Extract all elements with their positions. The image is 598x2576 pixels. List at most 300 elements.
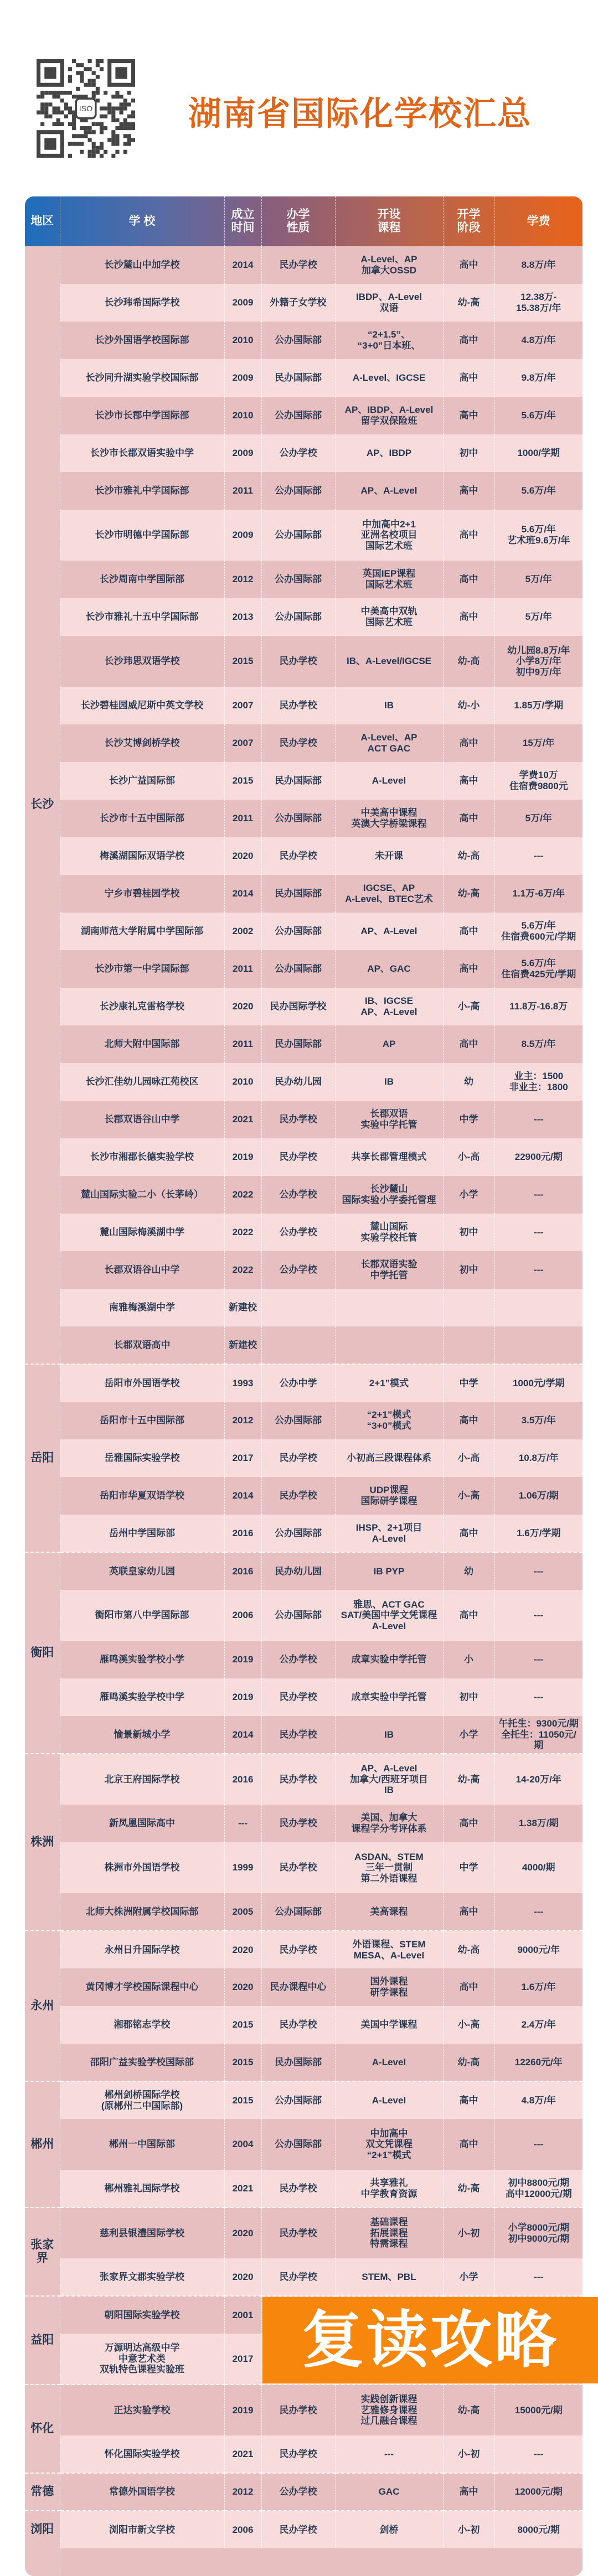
courses: AP、A-Level xyxy=(335,472,443,510)
school-type: 公办国际部 xyxy=(261,2081,335,2119)
school-name: 黄冈博才学校国际课程中心 xyxy=(60,1968,224,2006)
table-row xyxy=(25,434,582,472)
courses: 外语课程、STEM MESA、A-Level xyxy=(335,1931,443,1968)
courses: A-Level xyxy=(335,2081,443,2119)
founded-year: 2013 xyxy=(224,598,261,636)
founded-year: 2006 xyxy=(224,1590,261,1641)
founded-year: 2017 xyxy=(224,2334,261,2385)
school-name: 长沙同升湖实验学校国际部 xyxy=(60,359,224,397)
school-name: 万源明达高级中学 中意艺术类 双轨特色课程实验班 xyxy=(60,2334,224,2385)
table-row xyxy=(25,1289,582,1326)
school-name: 长郡双语高中 xyxy=(60,1326,224,1364)
founded-year: 2017 xyxy=(224,1439,261,1477)
stage: 高中 xyxy=(443,598,494,636)
school-name: 长沙市明德中学国际部 xyxy=(60,510,224,561)
founded-year: 2015 xyxy=(224,636,261,687)
tuition-fee: 5.6万/年 住宿费425元/学期 xyxy=(494,950,582,988)
founded-year: 2022 xyxy=(224,1251,261,1289)
table-row xyxy=(25,397,582,434)
stage: 小-高 xyxy=(443,1138,494,1176)
courses: A-Level、AP ACT GAC xyxy=(335,724,443,762)
table-row xyxy=(25,1214,582,1251)
courses: A-Level、AP 加拿大OSSD xyxy=(335,246,443,284)
school-type: 民办国际部 xyxy=(261,762,335,800)
founded-year: 2002 xyxy=(224,913,261,950)
header-fee: 学费 xyxy=(494,196,582,246)
courses: “2+1”模式 “3+0”模式 xyxy=(335,1402,443,1439)
founded-year: 2016 xyxy=(224,1552,261,1590)
founded-year: 2011 xyxy=(224,800,261,837)
tuition-fee: --- xyxy=(494,1214,582,1251)
school-type: 公办学校 xyxy=(261,1176,335,1214)
school-type: 民办学校 xyxy=(261,724,335,762)
founded-year: 2015 xyxy=(224,2006,261,2044)
header-year: 成立 时间 xyxy=(224,196,261,246)
tuition-fee: --- xyxy=(494,1176,582,1214)
table-row xyxy=(25,472,582,510)
tuition-fee: --- xyxy=(494,2435,582,2473)
table-row xyxy=(25,1678,582,1716)
school-name: 长沙市长郡中学国际部 xyxy=(60,397,224,434)
table-row xyxy=(25,1968,582,2006)
courses: AP、A-Level xyxy=(335,913,443,950)
courses: 共享雅礼 中学教育资源 xyxy=(335,2170,443,2207)
courses: IHSP、2+1项目 A-Level xyxy=(335,1515,443,1552)
school-type xyxy=(261,1326,335,1364)
table-row xyxy=(25,1931,582,1968)
courses: 长郡双语实验 中学托管 xyxy=(335,1251,443,1289)
founded-year: 2010 xyxy=(224,397,261,434)
school-name: 长沙市十五中国际部 xyxy=(60,800,224,837)
region-cell: 怀化 xyxy=(25,2385,60,2473)
courses: 美国中学课程 xyxy=(335,2006,443,2044)
school-type: 民办学校 xyxy=(261,1477,335,1515)
school-name: 新凤凰国际高中 xyxy=(60,1805,224,1842)
tuition-fee: 5.6万/年 xyxy=(494,397,582,434)
stage: 初中 xyxy=(443,434,494,472)
founded-year: 2010 xyxy=(224,322,261,359)
founded-year: 2014 xyxy=(224,1716,261,1754)
school-name: 岳阳市外国语学校 xyxy=(60,1364,224,1402)
school-type: 民办学校 xyxy=(261,1101,335,1138)
courses: 国外课程 研学课程 xyxy=(335,1968,443,2006)
founded-year: 2011 xyxy=(224,1025,261,1063)
founded-year: 2007 xyxy=(224,687,261,724)
tuition-fee: 5.6万/年 艺术班9.6万/年 xyxy=(494,510,582,561)
school-name: 长沙外国语学校国际部 xyxy=(60,322,224,359)
school-name: 长沙市长郡双语实验中学 xyxy=(60,434,224,472)
table-row xyxy=(25,598,582,636)
tuition-fee: --- xyxy=(494,837,582,875)
courses: AP、GAC xyxy=(335,950,443,988)
table-row xyxy=(25,2006,582,2044)
table-row xyxy=(25,1590,582,1641)
tuition-fee: 4.8万/年 xyxy=(494,2081,582,2119)
school-type: 民办学校 xyxy=(261,2258,335,2296)
courses: 中加高中2+1 亚洲名校项目 国际艺术班 xyxy=(335,510,443,561)
school-name: 英联皇家幼儿园 xyxy=(60,1552,224,1590)
school-type: 民办学校 xyxy=(261,1439,335,1477)
school-type: 公办国际部 xyxy=(261,800,335,837)
courses: AP、IBDP、A-Level 留学双保险班 xyxy=(335,397,443,434)
tuition-fee: 14-20万/年 xyxy=(494,1754,582,1805)
header-region: 地区 xyxy=(30,214,54,227)
table-row xyxy=(25,1025,582,1063)
school-type: 民办学校 xyxy=(261,687,335,724)
courses: --- xyxy=(335,2435,443,2473)
school-name: 郴州雅礼国际学校 xyxy=(60,2170,224,2207)
stage: 小-高 xyxy=(443,988,494,1025)
courses: A-Level xyxy=(335,2044,443,2081)
school-type xyxy=(261,1289,335,1326)
school-type: 公办国际部 xyxy=(261,397,335,434)
tuition-fee: 初中8800元/期 高中12000元/期 xyxy=(494,2170,582,2207)
school-type: 民办学校 xyxy=(261,1805,335,1842)
school-type: 外籍子女学校 xyxy=(261,284,335,322)
tuition-fee: 11.8万-16.8万 xyxy=(494,988,582,1025)
region-cell: 浏阳 xyxy=(25,2511,60,2548)
stage: 高中 xyxy=(443,359,494,397)
region-cell: 常德 xyxy=(25,2473,60,2511)
courses xyxy=(335,1289,443,1326)
school-name: 慈利县银澧国际学校 xyxy=(60,2207,224,2258)
courses: 长沙麓山 国际实验小学委托管理 xyxy=(335,1176,443,1214)
stage: 高中 xyxy=(443,2119,494,2170)
tuition-fee: 1.06万/期 xyxy=(494,1477,582,1515)
founded-year: 2009 xyxy=(224,359,261,397)
school-name: 长沙市湘郡长德实验学校 xyxy=(60,1138,224,1176)
school-name: 雁鸣溪实验学校小学 xyxy=(60,1641,224,1678)
tuition-fee: 1.6万/学期 xyxy=(494,1515,582,1552)
founded-year: 2019 xyxy=(224,1678,261,1716)
tuition-fee: --- xyxy=(494,2258,582,2296)
table-row xyxy=(25,875,582,913)
courses: 中美高中双轨 国际艺术班 xyxy=(335,598,443,636)
school-name: 朝阳国际实验学校 xyxy=(60,2296,224,2334)
table-footer xyxy=(25,2548,582,2576)
table-row xyxy=(25,762,582,800)
school-name: 长沙麓山中加学校 xyxy=(60,246,224,284)
school-name: 宁乡市碧桂园学校 xyxy=(60,875,224,913)
founded-year: 2015 xyxy=(224,2044,261,2081)
school-name: 正达实验学校 xyxy=(60,2385,224,2435)
header-courses: 开设 课程 xyxy=(335,196,443,246)
founded-year: 2020 xyxy=(224,988,261,1025)
school-type: 公办国际部 xyxy=(261,1515,335,1552)
school-name: 长沙周南中学国际部 xyxy=(60,561,224,598)
table-row xyxy=(25,1641,582,1678)
school-name: 岳雅国际实验学校 xyxy=(60,1439,224,1477)
courses: 剑桥 xyxy=(335,2511,443,2548)
table-row xyxy=(25,1101,582,1138)
tuition-fee: 8000元/期 xyxy=(494,2511,582,2548)
school-type: 民办幼儿园 xyxy=(261,1552,335,1590)
school-name: 郴州一中国际部 xyxy=(60,2119,224,2170)
table-row xyxy=(25,1805,582,1842)
school-name: 雁鸣溪实验学校中学 xyxy=(60,1678,224,1716)
school-name: 梅溪湖国际双语学校 xyxy=(60,837,224,875)
stage: 高中 xyxy=(443,913,494,950)
stage: 中学 xyxy=(443,1842,494,1893)
founded-year: 2009 xyxy=(224,284,261,322)
school-type: 民办学校 xyxy=(261,2170,335,2207)
region-cell: 永州 xyxy=(25,1931,60,2081)
school-name: 长沙市雅礼十五中学国际部 xyxy=(60,598,224,636)
school-type: 公办国际部 xyxy=(261,1893,335,1931)
tuition-fee xyxy=(494,1326,582,1364)
tuition-fee: 5万/年 xyxy=(494,561,582,598)
tuition-fee: 5万/年 xyxy=(494,800,582,837)
school-type: 民办学校 xyxy=(261,1842,335,1893)
school-name: 湘郡铭志学校 xyxy=(60,2006,224,2044)
table-row xyxy=(25,1439,582,1477)
founded-year: 2014 xyxy=(224,246,261,284)
tuition-fee: 1.6万/年 xyxy=(494,1968,582,2006)
table-row xyxy=(25,636,582,687)
table-row xyxy=(25,322,582,359)
tuition-fee: 小学8000元/期 初中9000元/期 xyxy=(494,2207,582,2258)
school-type: 民办学校 xyxy=(261,1931,335,1968)
stage: 高中 xyxy=(443,1590,494,1641)
stage: 高中 xyxy=(443,2081,494,2119)
school-type: 公办国际部 xyxy=(261,1402,335,1439)
courses: 实践创新课程 艺雅修身课程 过几融合课程 xyxy=(335,2385,443,2435)
stage xyxy=(443,1326,494,1364)
tuition-fee: 1.1万-6万/年 xyxy=(494,875,582,913)
tuition-fee: --- xyxy=(494,1590,582,1641)
stage: 高中 xyxy=(443,800,494,837)
founded-year: 2016 xyxy=(224,1515,261,1552)
stage: 幼-高 xyxy=(443,2385,494,2435)
courses: 成章实验中学托管 xyxy=(335,1678,443,1716)
school-name: 浏阳市新文学校 xyxy=(60,2511,224,2548)
courses xyxy=(335,1326,443,1364)
school-name: 岳阳市华夏双语学校 xyxy=(60,1477,224,1515)
school-name: 北京王府国际学校 xyxy=(60,1754,224,1805)
school-name: 愉景新城小学 xyxy=(60,1716,224,1754)
table-row xyxy=(25,2385,582,2435)
tuition-fee: 5.6万/年 xyxy=(494,472,582,510)
founded-year: 2019 xyxy=(224,2385,261,2435)
svg-text:ISO: ISO xyxy=(79,104,93,113)
stage: 小-初 xyxy=(443,2435,494,2473)
courses: GAC xyxy=(335,2473,443,2511)
tuition-fee: 12260元/年 xyxy=(494,2044,582,2081)
founded-year: 2006 xyxy=(224,2511,261,2548)
founded-year: --- xyxy=(224,1805,261,1842)
tuition-fee: 12000元/期 xyxy=(494,2473,582,2511)
stage: 高中 xyxy=(443,1402,494,1439)
founded-year: 2014 xyxy=(224,1477,261,1515)
table-row xyxy=(25,2170,582,2207)
table-row xyxy=(25,800,582,837)
school-name: 怀化国际实验学校 xyxy=(60,2435,224,2473)
founded-year: 2021 xyxy=(224,2435,261,2473)
table-row xyxy=(25,1754,582,1805)
founded-year: 2022 xyxy=(224,1176,261,1214)
tuition-fee: 1.38万/期 xyxy=(494,1805,582,1842)
tuition-fee: 8.5万/年 xyxy=(494,1025,582,1063)
table-row xyxy=(25,1063,582,1101)
table-row xyxy=(25,950,582,988)
courses: IB PYP xyxy=(335,1552,443,1590)
school-name: 长沙玮希国际学校 xyxy=(60,284,224,322)
school-type: 公办学校 xyxy=(261,2473,335,2511)
founded-year: 2014 xyxy=(224,875,261,913)
stage: 高中 xyxy=(443,561,494,598)
stage: 高中 xyxy=(443,724,494,762)
school-type: 民办学校 xyxy=(261,1138,335,1176)
stage: 幼-高 xyxy=(443,636,494,687)
courses: 雅思、ACT GAC SAT/美国中学文凭课程 A-Level xyxy=(335,1590,443,1641)
table-row xyxy=(25,1515,582,1552)
founded-year: 2010 xyxy=(224,1063,261,1101)
tuition-fee: --- xyxy=(494,1251,582,1289)
courses: AP、A-Level 加拿大/西班牙项目 IB xyxy=(335,1754,443,1805)
stage: 幼 xyxy=(443,1552,494,1590)
courses: IB xyxy=(335,1063,443,1101)
stage: 小学 xyxy=(443,1716,494,1754)
stage: 高中 xyxy=(443,1968,494,2006)
founded-year: 1993 xyxy=(224,1364,261,1402)
stage: 小-高 xyxy=(443,2006,494,2044)
region-cell: 郴州 xyxy=(25,2081,60,2207)
school-name: 长沙康礼克雷格学校 xyxy=(60,988,224,1025)
founded-year: 1999 xyxy=(224,1842,261,1893)
overlay-banner[interactable]: 复读攻略 xyxy=(262,2297,598,2383)
stage: 初中 xyxy=(443,1678,494,1716)
school-type: 民办幼儿园 xyxy=(261,1063,335,1101)
school-type: 民办学校 xyxy=(261,1678,335,1716)
tuition-fee: 4.8万/年 xyxy=(494,322,582,359)
school-type: 民办学校 xyxy=(261,1754,335,1805)
table-row xyxy=(25,2511,582,2548)
stage: 幼-高 xyxy=(443,837,494,875)
table-row xyxy=(25,913,582,950)
founded-year: 2012 xyxy=(224,2473,261,2511)
courses: AP xyxy=(335,1025,443,1063)
school-type: 公办国际部 xyxy=(261,950,335,988)
founded-year: 2011 xyxy=(224,950,261,988)
courses: “2+1.5”、 “3+0”日本班、 xyxy=(335,322,443,359)
table-row xyxy=(25,284,582,322)
school-name: 长沙市第一中学国际部 xyxy=(60,950,224,988)
school-type: 公办国际部 xyxy=(261,1590,335,1641)
tuition-fee: 1000元/学期 xyxy=(494,1364,582,1402)
stage: 初中 xyxy=(443,1251,494,1289)
courses: 基础课程 拓展课程 特需课程 xyxy=(335,2207,443,2258)
founded-year: 新建校 xyxy=(224,1326,261,1364)
table-row xyxy=(25,2473,582,2511)
school-name: 北师大株洲附属学校国际部 xyxy=(60,1893,224,1931)
tuition-fee: --- xyxy=(494,1893,582,1931)
school-type: 民办课程中心 xyxy=(261,1968,335,2006)
table-row xyxy=(25,2258,582,2296)
school-name: 湖南师范大学附属中学国际部 xyxy=(60,913,224,950)
table-row xyxy=(25,1477,582,1515)
table-row xyxy=(25,1138,582,1176)
table-row xyxy=(25,1893,582,1931)
courses: 未开课 xyxy=(335,837,443,875)
tuition-fee: 9000元/年 xyxy=(494,1931,582,1968)
stage: 幼-小 xyxy=(443,687,494,724)
founded-year: 2004 xyxy=(224,2119,261,2170)
tuition-fee: 15000元/期 xyxy=(494,2385,582,2435)
courses: 英国IEP课程 国际艺术班 xyxy=(335,561,443,598)
stage: 幼-高 xyxy=(443,284,494,322)
tuition-fee: 学费10万 住宿费9800元 xyxy=(494,762,582,800)
stage: 幼-高 xyxy=(443,1754,494,1805)
tuition-fee: 5.6万/年 住宿费600元/学期 xyxy=(494,913,582,950)
school-name: 张家界文郡实验学校 xyxy=(60,2258,224,2296)
stage: 幼 xyxy=(443,1063,494,1101)
school-type: 公办学校 xyxy=(261,434,335,472)
tuition-fee: 业主：1500 非业主：1800 xyxy=(494,1063,582,1101)
tuition-fee: 1.85万/学期 xyxy=(494,687,582,724)
school-type: 公办国际部 xyxy=(261,2119,335,2170)
founded-year: 2021 xyxy=(224,2170,261,2207)
table-header xyxy=(25,196,582,246)
courses: 中加高中 双文凭课程 “2+1”模式 xyxy=(335,2119,443,2170)
courses: 成章实验中学托管 xyxy=(335,1641,443,1678)
founded-year: 2020 xyxy=(224,2258,261,2296)
school-name: 永州日升国际学校 xyxy=(60,1931,224,1968)
stage: 初中 xyxy=(443,1214,494,1251)
school-type: 民办国际学校 xyxy=(261,988,335,1025)
stage: 高中 xyxy=(443,950,494,988)
school-type: 民办国际部 xyxy=(261,2044,335,2081)
school-name: 长郡双语谷山中学 xyxy=(60,1101,224,1138)
table-row xyxy=(25,724,582,762)
founded-year: 2009 xyxy=(224,434,261,472)
page-title: 湖南省国际化学校汇总 xyxy=(188,95,532,132)
founded-year: 2015 xyxy=(224,762,261,800)
table-row xyxy=(25,1326,582,1364)
courses: 中美高中课程 英澳大学桥梁课程 xyxy=(335,800,443,837)
tuition-fee xyxy=(494,1289,582,1326)
school-name: 长沙广益国际部 xyxy=(60,762,224,800)
header-stage: 开学 阶段 xyxy=(443,196,494,246)
courses: A-Level xyxy=(335,762,443,800)
tuition-fee: --- xyxy=(494,1552,582,1590)
courses: A-Level、IGCSE xyxy=(335,359,443,397)
courses: IBDP、A-Level 双语 xyxy=(335,284,443,322)
tuition-fee: 午托生：9300元/期 全托生：11050元/期 xyxy=(494,1716,582,1754)
region-cell: 株洲 xyxy=(25,1754,60,1931)
courses: IB xyxy=(335,1716,443,1754)
tuition-fee: 9.8万/年 xyxy=(494,359,582,397)
tuition-fee: 8.8万/年 xyxy=(494,246,582,284)
stage: 小-高 xyxy=(443,1439,494,1477)
school-name: 北师大附中国际部 xyxy=(60,1025,224,1063)
tuition-fee: 4000/期 xyxy=(494,1842,582,1893)
founded-year: 2020 xyxy=(224,1931,261,1968)
table-row xyxy=(25,2044,582,2081)
stage: 幼-高 xyxy=(443,875,494,913)
stage: 小-高 xyxy=(443,1477,494,1515)
stage: 高中 xyxy=(443,2473,494,2511)
region-cell: 衡阳 xyxy=(25,1552,60,1754)
stage: 高中 xyxy=(443,397,494,434)
stage: 高中 xyxy=(443,510,494,561)
table-row xyxy=(25,1402,582,1439)
table-row xyxy=(25,1716,582,1754)
school-type: 民办学校 xyxy=(261,2385,335,2435)
tuition-fee: 12.38万- 15.38万/年 xyxy=(494,284,582,322)
region-cell: 长沙 xyxy=(25,246,60,1364)
school-type: 民办国际部 xyxy=(261,1025,335,1063)
founded-year: 2020 xyxy=(224,2207,261,2258)
